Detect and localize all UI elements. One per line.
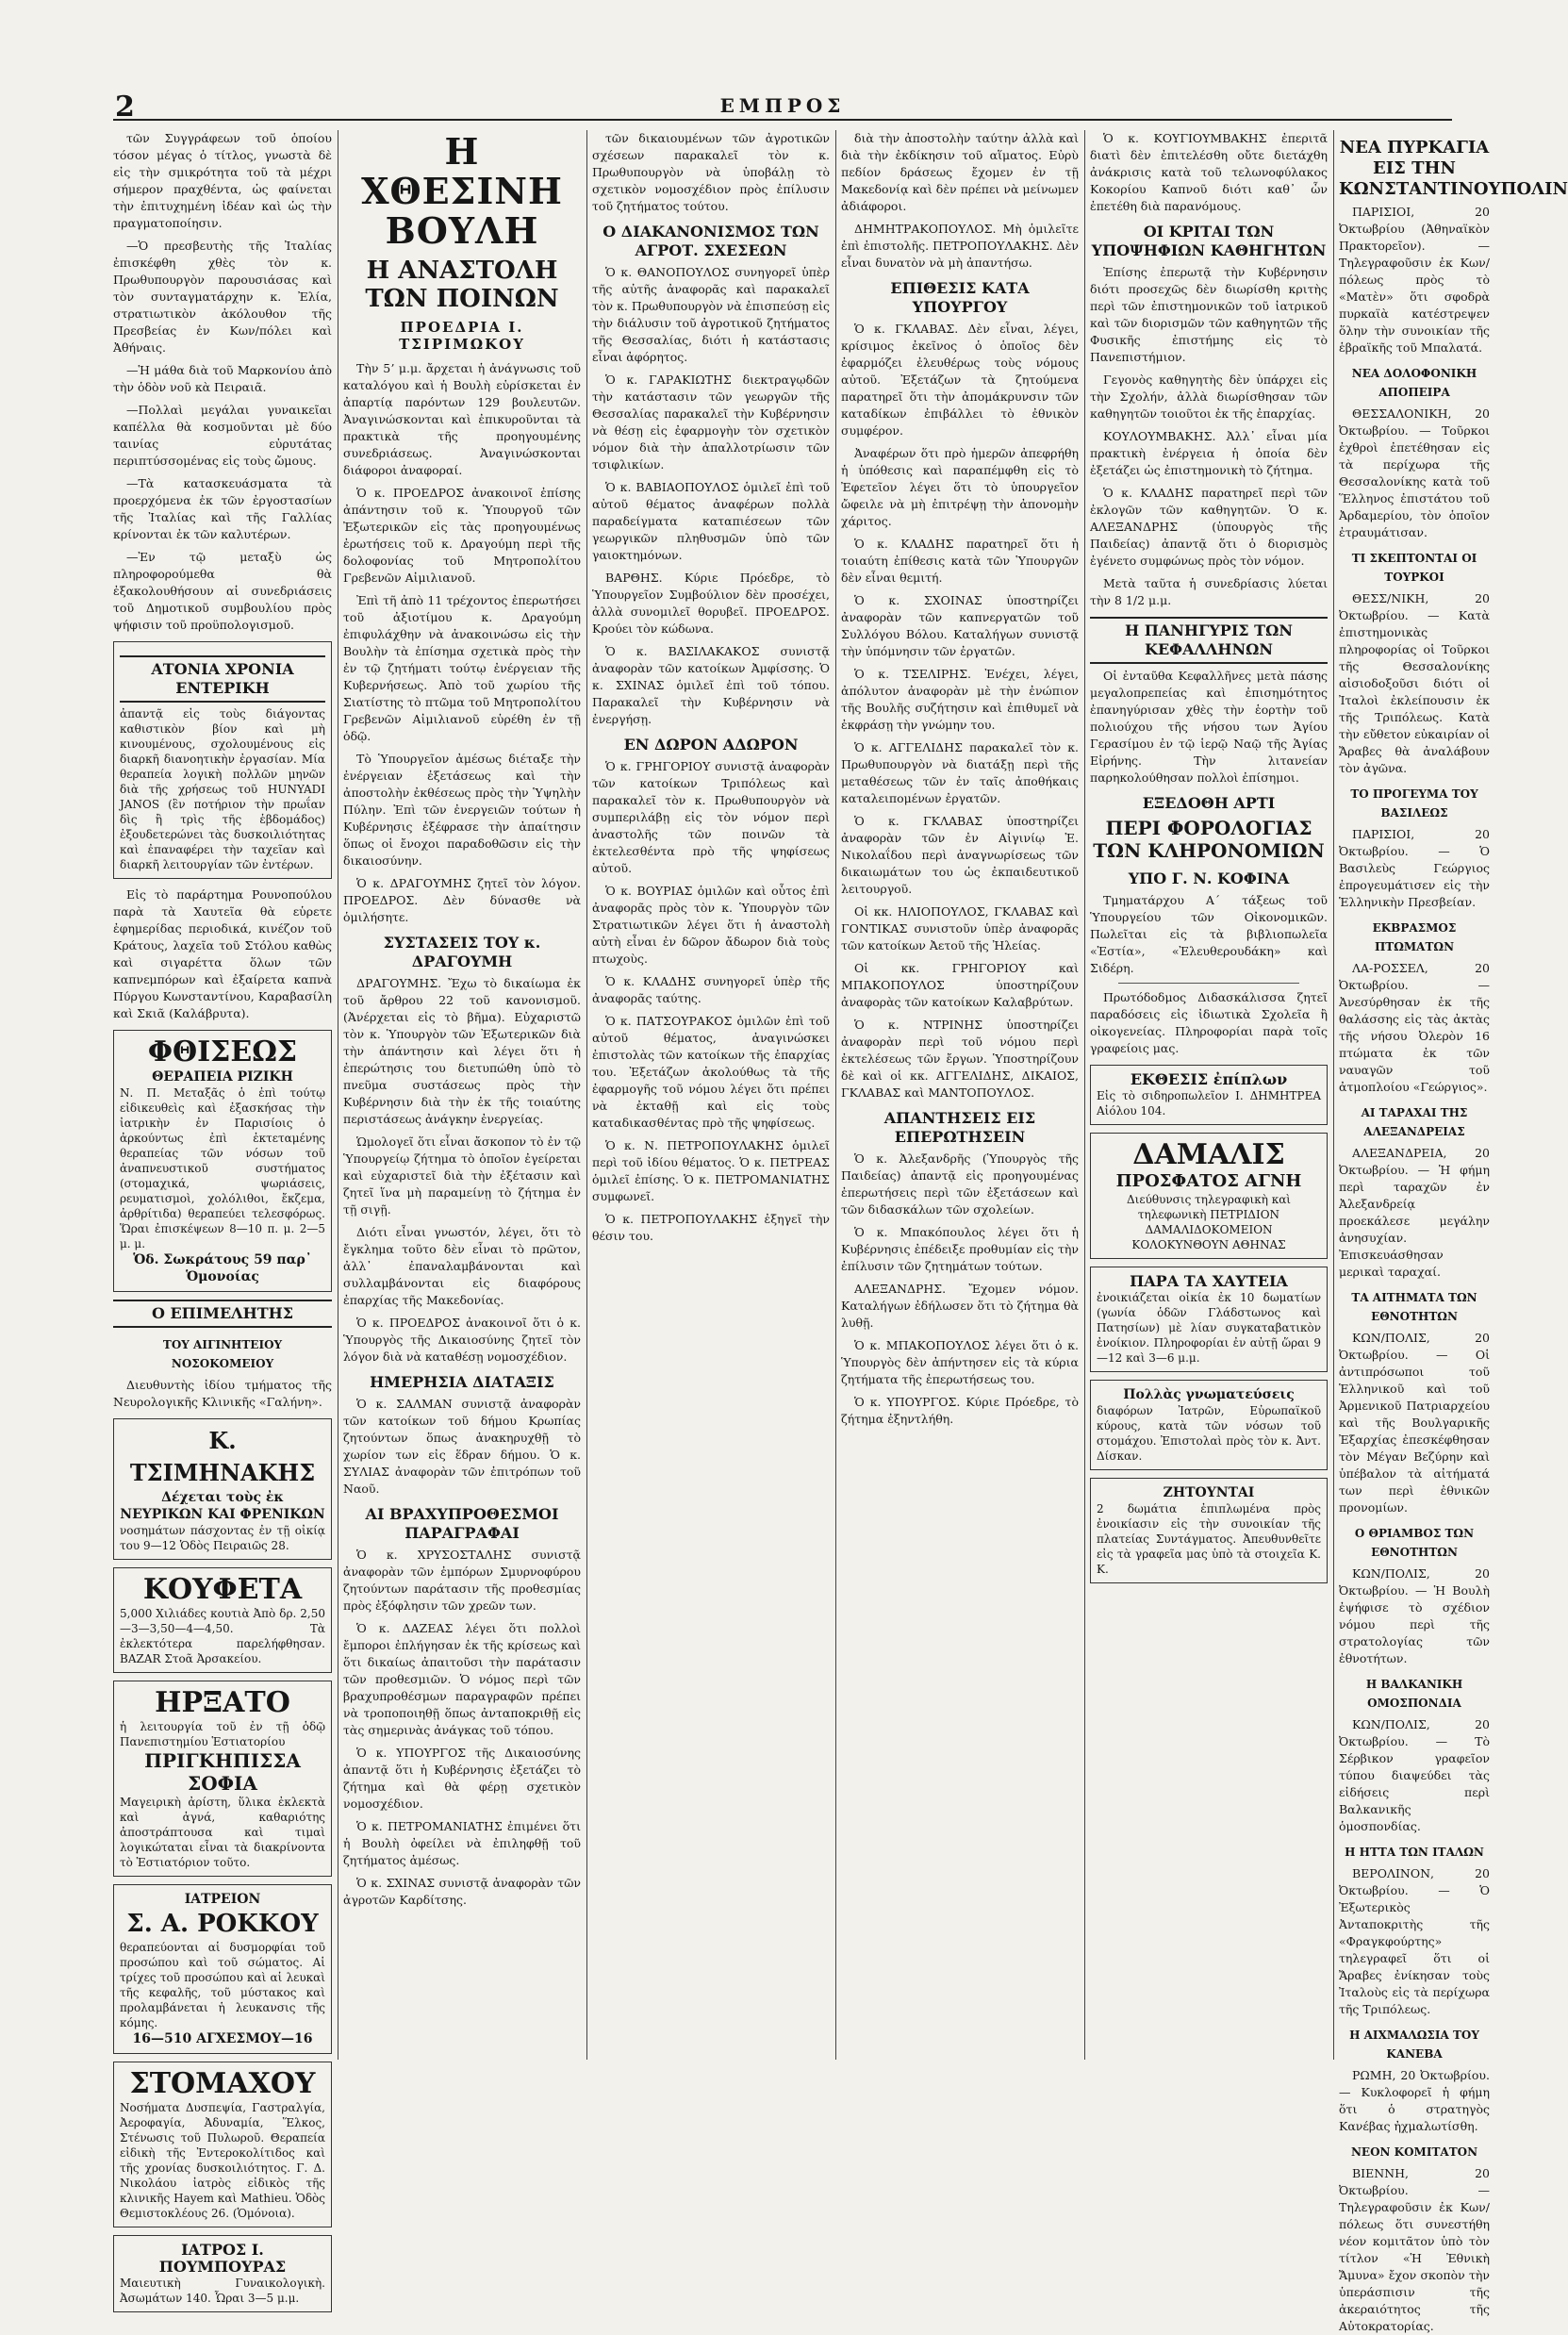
ad-body: διαφόρων Ἰατρῶν, Εὐρωπαϊκοῦ κύρους, κατὰ τῶν νόσων τοῦ στομάχου. Ἐπιστολαὶ πρὸς τὸν κ. Ἀντ. Δίσκαν. — [1097, 1404, 1321, 1463]
article-text: Ὁ κ. ΤΣΕΛΙΡΗΣ. Ἐνέχει, λέγει, ἀπόλυτον ἀναφορὰν μὲ τὴν ἐνώπιον τῆς Βουλῆς συζήτησιν καὶ ἐπιθυμεῖ νὰ ἐκφράσῃ τὴν γνώμην του. — [841, 667, 1079, 732]
section-heading: ΤΑ ΑΙΤΗΜΑΤΑ ΤΩΝ ΕΘΝΟΤΗΤΩΝ — [1351, 1291, 1477, 1323]
advertisement-rental — [1090, 1267, 1328, 1372]
ad-title: Κ. ΤΣΙΜΗΝΑΚΗΣ — [129, 1427, 316, 1486]
article-headline: Η ΧΘΕΣΙΝΗ ΒΟΥΛΗ — [361, 130, 563, 252]
ad-body: Εἰς τὸ σιδηροπωλεῖον Ι. ΔΗΜΗΤΡΕΑ Αἰόλου 104. — [1097, 1089, 1321, 1118]
ad-title: ΙΑΤΡΟΣ Ι. ΠΟΥΜΠΟΥΡΑΣ — [158, 2241, 287, 2276]
section-heading: ΝΕΑ ΔΟΛΟΦΟΝΙΚΗ ΑΠΟΠΕΙΡΑ — [1351, 367, 1477, 399]
article-text: ΔΗΜΗΤΡΑΚΟΠΟΥΛΟΣ. Μὴ ὁμιλεῖτε ἐπὶ ἐπιστολῆς. ΠΕΤΡΟΠΟΥΛΑΚΗΣ. Δὲν εἶναι δυνατὸν νὰ μὴ ἀπαντήσω. — [841, 222, 1079, 270]
section-heading: ΑΙ ΤΑΡΑΧΑΙ ΤΗΣ ΑΛΕΞΑΝΔΡΕΙΑΣ — [1361, 1106, 1468, 1138]
telegram-text: ΑΛΕΞΑΝΔΡΕΙΑ, 20 Ὀκτωβρίου. — Ἡ φήμη περὶ ταραχῶν ἐν Ἀλεξανδρείᾳ προεκάλεσε μεγάλην ἀνησυχίαν. Ἐπισκευάσθησαν μερικαὶ ταραχαί. — [1339, 1146, 1490, 1279]
article-text: —Ἡ μάθα διὰ τοῦ Μαρκονίου ἀπὸ τὴν ὁδὸν νοῦ κὰ Πειραιᾶ. — [113, 363, 332, 394]
notice-text: Εἰς τὸ παράρτημα Ρουνοπούλου παρὰ τὰ Χαυτεῖα θὰ εὑρετε ἐφημερίδας περιοδικά, κινέζον τοῦ Κράτους, λαχεῖα τοῦ Στόλου καθὼς καὶ σιγαρέττα ὅλων τῶν καπνεμπόρων καὶ ἐξαίρετα καπνὰ Πύργου Κωνσταντίνου, Καραβασίλη καὶ Σκιᾶ (Καλάβρυτα). — [113, 887, 332, 1020]
article-text: ΒΑΡΘΗΣ. Κύριε Πρόεδρε, τὸ Ὑπουργεῖον Συμβούλιον δὲν προσέχει, ἀλλὰ συνομιλεῖ θορυβεῖ. ΠΡΟΕΔΡΟΣ. Κρούει τὸν κώδωνα. — [592, 571, 830, 636]
section-heading: Η ΗΤΤΑ ΤΩΝ ΙΤΑΛΩΝ — [1345, 1846, 1484, 1859]
advertisement-tsimenakis — [113, 1418, 332, 1560]
article-text: Ὁ κ. ΚΛΑΔΗΣ παρατηρεῖ περὶ τῶν ἐκλογῶν τῶν καθηγητῶν. Ὁ κ. ΑΛΕΞΑΝΔΡΗΣ (ὑπουργὸς τῆς Παιδείας) ἀπαντᾷ ὅτι ὁ διορισμὸς ἐγένετο συμφώνως πρὸς τὸν νόμον. — [1090, 486, 1328, 568]
section-heading: ΝΕΟΝ ΚΟΜΙΤΑΤΟΝ — [1350, 2145, 1478, 2159]
ad-title: ΑΤΟΝΙΑ ΧΡΟΝΙΑ ΕΝΤΕΡΙΚΗ — [120, 655, 325, 703]
article-text: Ὁ κ. ΠΕΤΡΟΜΑΝΙΑΤΗΣ ἐπιμένει ὅτι ἡ Βουλὴ ὀφείλει νὰ ἐπιληφθῇ τοῦ ζητήματος ἀμέσως. — [343, 1819, 581, 1867]
section-heading: ΝΕΑ ΠΥΡΚΑΓΙΑ ΕΙΣ ΤΗΝ ΚΩΝΣΤΑΝΤΙΝΟΥΠΟΛΙΝ — [1339, 138, 1568, 199]
ad-title: ΙΑΤΡΕΙΟΝ — [184, 1892, 261, 1907]
ad-body: Νοσήματα Δυσπεψία, Γαστραλγία, Ἀεροφαγία, Ἀδυναμία, Ἕλκος, Στένωσις τοῦ Πυλωροῦ. Θεραπεία εἰδικὴ τῆς Ἐντεροκολίτιδος καὶ τῆς χρονίας δυσκοιλιότητος. Γ. Δ. Νικολάου ἰατρὸς εἰδικὸς τῆς κλινικῆς Hayem καὶ Mathieu. Ὁδὸς Θεμιστοκλέους 26. (Ὁμόνοια). — [120, 2101, 325, 2220]
ad-subtitle: Δέχεται τοὺς ἐκ ΝΕΥΡΙΚΩΝ ΚΑΙ ΦΡΕΝΙΚΩΝ — [120, 1490, 325, 1522]
book-title: ΠΕΡΙ ΦΟΡΟΛΟΓΙΑΣ ΤΩΝ ΚΛΗΡΟΝΟΜΙΩΝ — [1093, 817, 1325, 862]
section-heading: ΕΚΒΡΑΣΜΟΣ ΠΤΩΜΑΤΩΝ — [1372, 921, 1457, 953]
article-byline: ΠΡΟΕΔΡΙΑ Ι. ΤΣΙΡΙΜΩΚΟΥ — [399, 319, 525, 353]
article-text: Ὁ κ. ΠΕΤΡΟΠΟΥΛΑΚΗΣ ἐξηγεῖ τὴν θέσιν του. — [592, 1212, 830, 1243]
ad-body: Ν. Π. Μεταξᾶς ὁ ἐπὶ τούτῳ εἰδικευθεὶς καὶ ἐξασκήσας τὴν ἰατρικὴν ἐν Παρισίοις ὁ ἀρκούντως ἐπὶ ἐκτεταμένης θεραπείας τῶν νόσων τοῦ ἀναπνευστικοῦ συστήματος (στομαχικά, ψωριάσεις, ρευματισμοὶ, χολόλιθοι, ἔκζεμα, ἀρθρίτιδα) θεραπεύει τελεσφόρως. Ὥραι ἐπισκέψεων 8—10 π. μ. 2—5 μ. μ. — [120, 1086, 325, 1250]
ad-subtitle: ΘΕΡΑΠΕΙΑ ΡΙΖΙΚΗ — [152, 1069, 293, 1085]
article-text: Ὁ κ. ΓΑΡΑΚΙΩΤΗΣ διεκτραγῳδῶν τὴν κατάστασιν τῶν γεωργῶν τῆς Θεσσαλίας παρακαλεῖ τὴν Κυβέρνησιν νὰ θέσῃ εἰς ἐφαρμογὴν τὸν σχετικὸν νόμον διὰ τὴν ἀπαλλοτρίωσιν τῶν τσιφλικίων. — [592, 373, 830, 472]
column-3 — [592, 130, 830, 2060]
ad-title: ΕΚΘΕΣΙΣ ἐπίπλων — [1130, 1070, 1288, 1088]
section-heading: ΤΙ ΣΚΕΠΤΟΝΤΑΙ ΟΙ ΤΟΥΡΚΟΙ — [1351, 552, 1477, 584]
advertisement-furniture — [1090, 1065, 1328, 1125]
section-heading: ΗΜΕΡΗΣΙΑ ΔΙΑΤΑΞΙΣ — [370, 1373, 554, 1391]
article-text: Ὁ κ. ΒΟΥΡΙΑΣ ὁμιλῶν καὶ οὗτος ἐπὶ ἀναφορᾶς πρὸς τὸν κ. Ὑπουργὸν τῶν Στρατιωτικῶν λέγει ὅτι ἡ ἀναστολὴ αὐτὴ εἶναι ἐν δῶρον ἄδωρον διὰ τοὺς πτωχοὺς. — [592, 884, 830, 966]
telegram-text: ΒΕΡΟΛΙΝΟΝ, 20 Ὀκτωβρίου. — Ὁ Ἐξωτερικὸς Ἀνταποκριτὴς τῆς «Φραγκφούρτης» τηλεγραφεῖ ὅτι οἱ Ἄραβες ἐνίκησαν τοὺς Ἰταλοὺς εἰς τὰ περίχωρα τῆς Τριπόλεως. — [1339, 1866, 1490, 2016]
section-heading: Ο ΕΠΙΜΕΛΗΤΗΣ — [113, 1300, 332, 1328]
article-text: Ὁ κ. ΓΡΗΓΟΡΙΟΥ συνιστᾷ ἀναφορὰν τῶν κατοίκων Τριπόλεως καὶ παρακαλεῖ τὸν κ. Πρωθυπουργὸν νὰ συμπεριλάβῃ εἰς τὸν νόμον περὶ ἀναστολῆς τῶν ποινῶν τὰ ἐκτελεσθέντα πρὸ τῆς ψηφίσεως αὐτοῦ. — [592, 759, 830, 875]
ad-title: ΣΤΟΜΑΧΟΥ — [129, 2067, 316, 2100]
telegram-text: ΡΩΜΗ, 20 Ὀκτωβρίου. — Κυκλοφορεῖ ἡ φήμη ὅτι ὁ στρατηγὸς Κανέβας ἠχμαλωτίσθη. — [1339, 2068, 1490, 2133]
column-5 — [1090, 130, 1328, 2060]
article-text: τῶν Συγγράφεων τοῦ ὁποίου τόσον μέγας ὁ τίτλος, γνωστὰ δὲ εἰς τὴν σμικρότητα τοῦ τὰ μέχρι σήμερον πραχθέντα, ὡς φαίνεται τὴν ἐπιτυχημένη ἰδέαν καὶ ὡς τὴν πραγματοποίησιν. — [113, 131, 332, 230]
ad-body: ἐνοικιάζεται οἰκία ἐκ 10 δωματίων (γωνία ὁδῶν Γλάδστωνος καὶ Πατησίων) μὲ λίαν συγκαταβατικὸν ἐνοίκιον. Πληροφορίαι ἐν αὐτῇ ὥραι 9—12 καὶ 3—6 μ.μ. — [1097, 1291, 1321, 1365]
article-text: Τὸ Ὑπουργεῖον ἀμέσως διέταξε τὴν ἐνέργειαν ἐξετάσεως καὶ τὴν ἀποστολὴν ἐκθέσεως πρὸς τὴν Ὑψηλὴν Πύλην. Ἐπὶ τῶν ἐνεργειῶν τούτων ἡ Κυβέρνησις ἐξέφρασε τὴν ἀπαίτησιν ὅπως οἱ ἔνοχοι παραδοθῶσιν εἰς τὴν δικαιοσύνην. — [343, 752, 581, 868]
ad-title: ΖΗΤΟΥΝΤΑΙ — [1163, 1485, 1255, 1500]
masthead — [113, 91, 1452, 124]
telegram-text: ΘΕΣΣΑΛΟΝΙΚΗ, 20 Ὀκτωβρίου. — Τοῦρκοι ἐχθροὶ ἐπετέθησαν εἰς τὰ περίχωρα τῆς Θεσσαλονίκης κατὰ τοῦ Ἕλληνος ἐπιστάτου τοῦ Ἀρδαμερίου, τὸν ὁποῖον ἐτραυμάτισαν. — [1339, 406, 1490, 539]
telegram-text: ΒΙΕΝΝΗ, 20 Ὀκτωβρίου. — Τηλεγραφοῦσιν ἐκ Κων/πόλεως ὅτι συνεστήθη νέον κομιτᾶτον ὑπὸ τὸν τίτλον «Ἡ Ἐθνικὴ Ἄμυνα» ἔχον σκοπὸν τὴν ὑπεράσπισιν τῆς ἀκεραιότητος τῆς Αὐτοκρατορίας. — [1339, 2166, 1490, 2333]
paper-name: ΕΜΠΡΟΣ — [719, 94, 846, 117]
article-text: Ὁ κ. ΔΑΖΕΑΣ λέγει ὅτι πολλοὶ ἔμποροι ἐπλήγησαν ἐκ τῆς κρίσεως καὶ ὅτι δικαίως ἀπαιτοῦσι τὴν παράτασιν τῶν προθεσμιῶν. Ὁ νόμος περὶ τῶν βραχυπροθέσμων παραγραφῶν πρέπει νὰ τροποποιηθῇ ὅπως ἀνταποκριθῇ εἰς τὰς σημερινὰς ἀνάγκας τοῦ τόπου. — [343, 1621, 581, 1737]
article-text: Μετὰ ταῦτα ἡ συνεδρίασις λύεται τὴν 8 1/2 μ.μ. — [1090, 576, 1328, 607]
section-heading: ΑΠΑΝΤΗΣΕΙΣ ΕΙΣ ΕΠΕΡΩΤΗΣΕΙΝ — [883, 1109, 1036, 1146]
article-text: Ὁ κ. ΠΡΟΕΔΡΟΣ ἀνακοινοῖ ἐπίσης ἀπάντησιν τοῦ κ. Ὑπουργοῦ τῶν Ἐξωτερικῶν εἰς τὰς προηγουμένως ἐρωτήσεις τοῦ κ. Δραγούμη περὶ τῆς δολοφονίας τοῦ Μητροπολίτου Γρεβενῶν Αἰμιλιανοῦ. — [343, 486, 581, 585]
article-text: Ὁ κ. ΧΡΥΣΟΣΤΑΛΗΣ συνιστᾷ ἀναφορὰν τῶν ἐμπόρων Σμυρνοφύρου ζητούντων παράτασιν τῆς προθεσμίας πρὸς ἐξόφλησιν τῶν χρεῶν των. — [343, 1548, 581, 1613]
advertisement-opinions — [1090, 1380, 1328, 1470]
article-text: Οἱ κκ. ΓΡΗΓΟΡΙΟΥ καὶ ΜΠΑΚΟΠΟΥΛΟΣ ὑποστηρίζουν ἀναφορὰς τῶν κατοίκων Καλαβρύτων. — [841, 961, 1079, 1009]
ad-title: ΦΘΙΣΕΩΣ — [147, 1035, 298, 1068]
column-2 — [343, 130, 581, 2060]
article-text: Ἐπίσης ἐπερωτᾷ τὴν Κυβέρνησιν διότι προσεχῶς δὲν διωρίσθη κριτὴς περὶ τῶν ἐπιστημονικῶν τοῦ ἰατρικοῦ καὶ τῶν διορισμῶν τῶν καθηγητῶν τῆς Φυσικῆς ἐπιστήμης εἰς τὸ Πανεπιστήμιον. — [1090, 265, 1328, 364]
article-text: —Τὰ κατασκευάσματα τὰ προερχόμενα ἐκ τῶν ἐργοστασίων τῆς Ἰταλίας καὶ τῆς Γαλλίας κρίνονται ἐκ τῶν καλυτέρων. — [113, 476, 332, 541]
article-text: Διότι εἶναι γνωστόν, λέγει, ὅτι τὸ ἔγκλημα τοῦτο δὲν εἶναι τὸ πρῶτον, ἀλλ᾽ ἐπαναλαμβάνονται καὶ συλλαμβάνονται εἰς διαφόρους ἐπαρχίας τῆς Μακεδονίας. — [343, 1225, 581, 1307]
advertisement-vaccine — [1090, 1133, 1328, 1259]
article-text: Ὁ κ. ΥΠΟΥΡΓΟΣ τῆς Δικαιοσύνης ἀπαντᾷ ὅτι ἡ Κυβέρνησις ἐξετάζει τὸ ζήτημα καὶ θὰ φέρῃ σχετικὸν νομοσχέδιον. — [343, 1746, 581, 1811]
section-heading: ΤΟ ΠΡΟΓΕΥΜΑ ΤΟΥ ΒΑΣΙΛΕΩΣ — [1350, 787, 1478, 820]
column-rule — [1333, 130, 1334, 2060]
article-text: —Πολλαὶ μεγάλαι γυναικεῖαι καπέλλα θὰ κοσμοῦνται μὲ δύο ταινίας εὐρυτάτας περιπτύσσομένας εἰς τοὺς ὤμους. — [113, 403, 332, 468]
article-text: Ὁ κ. ΣΧΙΝΑΣ συνιστᾷ ἀναφορὰν τῶν ἀγροτῶν Καρδίτσης. — [343, 1876, 581, 1907]
ad-body: ἡ λειτουργία τοῦ ἐν τῇ ὁδῷ Πανεπιστημίου Ἑστιατορίου — [120, 1720, 325, 1748]
ad-body: νοσημάτων πάσχοντας ἐν τῇ οἰκίᾳ του 9—12 Ὁδὸς Πειραιῶς 28. — [120, 1524, 325, 1552]
telegram-text: ΚΩΝ/ΠΟΛΙΣ, 20 Ὀκτωβρίου. — Ἡ Βουλὴ ἐψήφισε τὸ σχέδιον νόμου περὶ τῆς στρατολογίας τῶν ἐθνοτήτων. — [1339, 1566, 1490, 1665]
ad-title: ΗΡΞΑΤΟ — [155, 1686, 290, 1719]
section-heading: ΕΝ ΔΩΡΟΝ ΑΔΩΡΟΝ — [623, 736, 799, 753]
telegram-text: ΘΕΣΣ/ΝΙΚΗ, 20 Ὀκτωβρίου. — Κατὰ ἐπιστημονικὰς πληροφορίας οἱ Τοῦρκοι τῆς Θεσσαλονίκης αἰσιοδοξοῦσι διότι οἱ Ἰταλοὶ ἐκλείπουσιν ἐκ τῆς Τριπόλεως. Κατὰ τὴν εὔθετον εὐκαιρίαν οἱ Ἄραβες θὰ ἀναλάβουν τὸν ἀγῶνα. — [1339, 591, 1490, 775]
telegram-text: ΠΑΡΙΣΙΟΙ, 20 Ὀκτωβρίου (Ἀθηναϊκὸν Πρακτορεῖον). — Τηλεγραφοῦσιν ἐκ Κων/πόλεως πρὸς τὸ «Ματὲν» ὅτι σφοδρὰ πυρκαϊὰ κατέστρεψεν ὅλην τὴν συνοικίαν τῆς ἑβραϊκῆς τοῦ Μπαλατά. — [1339, 205, 1490, 355]
section-subheading: ΤΟΥ ΑΙΓΙΝΗΤΕΙΟΥ ΝΟΣΟΚΟΜΕΙΟΥ — [162, 1338, 283, 1370]
book-author: ΥΠΟ Γ. Ν. ΚΟΦΙΝΑ — [1128, 869, 1290, 887]
section-heading: Η ΠΑΝΗΓΥΡΙΣ ΤΩΝ ΚΕΦΑΛΛΗΝΩΝ — [1090, 617, 1328, 664]
section-heading: ΑΙ ΒΡΑΧΥΠΡΟΘΕΣΜΟΙ ΠΑΡΑΓΡΑΦΑΙ — [365, 1505, 559, 1542]
section-heading: Η ΒΑΛΚΑΝΙΚΗ ΟΜΟΣΠΟΝΔΙΑ — [1365, 1678, 1463, 1710]
article-text: Ὁ κ. ΚΛΑΔΗΣ παρατηρεῖ ὅτι ἡ τοιαύτη ἐπίθεσις κατὰ τῶν Ὑπουργῶν δὲν εἶναι θεμιτή. — [841, 537, 1079, 585]
ad-address: Ὁδ. Σωκράτους 59 παρ᾽ Ὁμονοίας — [133, 1252, 312, 1284]
section-heading: ΟΙ ΚΡΙΤΑΙ ΤΩΝ ΥΠΟΨΗΦΙΩΝ ΚΑΘΗΓΗΤΩΝ — [1091, 223, 1327, 259]
section-heading: ΣΥΣΤΑΣΕΙΣ ΤΟΥ κ. ΔΡΑΓΟΥΜΗ — [383, 934, 541, 970]
article-text: Ὁ κ. ΘΑΝΟΠΟΥΛΟΣ συνηγορεῖ ὑπὲρ τῆς αὐτῆς ἀναφορᾶς καὶ παρακαλεῖ τὸν κ. Πρωθυπουργὸν νὰ ἐπισπεύσῃ εἰς τὴν διάλυσιν τοῦ ἀγροτικοῦ ζητήματος τῆς Θεσσαλίας, διότι ἡ κατάστασις εἶναι ἀφόρητος. — [592, 265, 830, 364]
column-4 — [841, 130, 1079, 2060]
article-text: διὰ τὴν ἀποστολὴν ταύτην ἀλλὰ καὶ διὰ τὴν ἐκδίκησιν τοῦ αἵματος. Εὐρὺ πεδίον δράσεως ἔχομεν ἐν τῇ Μακεδονίᾳ καὶ δὲν πρέπει νὰ μείνωμεν ἀδιάφοροι. — [841, 131, 1079, 213]
ad-body: 5,000 Χιλιάδες κουτιὰ Ἀπὸ δρ. 2,50—3—3,50—4—4,50. Τὰ ἐκλεκτότερα παρελήφθησαν. BAZAR Στοᾶ Ἀρσακείου. — [120, 1607, 325, 1665]
article-text: —Ὁ πρεσβευτὴς τῆς Ἰταλίας ἐπισκέφθη χθὲς τὸν κ. Πρωθυπουργὸν παρουσιάσας καὶ τὸν συνταγματάρχην κ. Ἐλία, στρατιωτικὸν ἀκόλουθον τῆς Πρεσβείας ἐν Κων/πόλει καὶ Ἀθήναις. — [113, 239, 332, 355]
ad-note: Μαγειρικὴ ἀρίστη, ὕλικα ἐκλεκτὰ καὶ ἁγνά, καθαριότης ἀποστράπτουσα καὶ τιμαὶ λογικώταται εἶναι τὰ διακρίνοντα τὸ Ἑστιατόριον τοῦτο. — [120, 1796, 325, 1869]
article-text: ΑΛΕΞΑΝΔΡΗΣ. Ἔχομεν νόμον. Καταλήγων ἐδήλωσεν ὅτι τὸ ζήτημα θὰ λυθῇ. — [841, 1282, 1079, 1330]
advertisement-fthiseos — [113, 1030, 332, 1292]
article-text: Τὴν 5ʼ μ.μ. ἄρχεται ἡ ἀνάγνωσις τοῦ καταλόγου καὶ ἡ Βουλὴ εὑρίσκεται ἐν ἀπαρτίᾳ παρόντων 129 βουλευτῶν. Ἀναγινώσκονται καὶ ἐπικυροῦνται τὰ πρακτικὰ τῆς προηγουμένης συνεδριάσεως. Ἀναγινώσκονται διάφοροι ἀναφοραί. — [343, 361, 581, 477]
article-subheadline: Η ΑΝΑΣΤΟΛΗ ΤΩΝ ΠΟΙΝΩΝ — [365, 257, 559, 313]
article-text: Ὁ κ. ΒΑΣΙΛΑΚΑΚΟΣ συνιστᾷ ἀναφορὰν τῶν κατοίκων Ἀμφίσσης. Ὁ κ. ΣΧΙΝΑΣ ὁμιλεῖ ἐπὶ τοῦ τόπου. Παρακαλεῖ τὴν Κυβέρνησιν νὰ ἐνεργήσῃ. — [592, 644, 830, 726]
article-text: Ὁ κ. ΝΤΡΙΝΗΣ ὑποστηρίζει ἀναφορὰν περὶ τοῦ νόμου περὶ ἐκτελέσεως τῶν ἔργων. Ὑποστηρίζουν δὲ καὶ οἱ κκ. ΑΓΓΕΛΙΔΗΣ, ΔΙΚΑΙΟΣ, ΓΚΛΑΒΑΣ καὶ ΜΑΝΤΟΠΟΥΛΟΣ. — [841, 1018, 1079, 1100]
ad-body: ἀπαντᾷ εἰς τοὺς διάγοντας καθιστικὸν βίον καὶ μὴ κινουμένους, σχολουμένους εἰς διαρκῆ διανοητικὴν ἐργασίαν. Μία θεραπεία λογικὴ πολλῶν μηνῶν διὰ τῆς χρήσεως τοῦ HUNYADI JANOS (ἓν ποτήριον τὴν πρωΐαν δὶς ἢ τρὶς τῆς ἑβδομάδος) ἐξουδετερώνει τὰς δυσκοιλιότητας καὶ ἐπαναφέρει τὴν ταχεῖαν καὶ διαρκῆ λειτουργίαν τῶν ἐντέρων. — [120, 707, 325, 871]
section-heading: ΕΠΙΘΕΣΙΣ ΚΑΤΑ ΥΠΟΥΡΓΟΥ — [890, 279, 1030, 316]
page-number: 2 — [115, 91, 135, 124]
ad-title: Πολλὰς γνωματεύσεις — [1123, 1387, 1295, 1402]
article-text: Ὁ κ. ΑΓΓΕΛΙΔΗΣ παρακαλεῖ τὸν κ. Πρωθυπουργὸν νὰ διατάξῃ περὶ τῆς μεταθέσεως τῶν ἐν ταῖς ἀποθήκαις καταλειπομένων ἐργατῶν. — [841, 740, 1079, 805]
article-text: ΚΟΥΛΟΥΜΒΑΚΗΣ. Ἀλλ᾽ εἶναι μία πρακτικὴ ἐνέργεια ἡ ὁποία δὲν ἐξετάζει ὡς ἐπιστημονικὴ τὸ ζήτημα. — [1090, 429, 1328, 477]
telegram-text: ΠΑΡΙΣΙΟΙ, 20 Ὀκτωβρίου. — Ὁ Βασιλεὺς Γεώργιος ἐπρογευμάτισεν εἰς τὴν Ἑλληνικὴν Πρεσβείαν. — [1339, 827, 1490, 909]
advertisement-doctor — [113, 2235, 332, 2312]
article-text: Ὁ κ. ΣΧΟΙΝΑΣ ὑποστηρίζει ἀναφορὰν τῶν καπνεργατῶν τοῦ Συλλόγου Βόλου. Καταλήγων συνιστᾷ τὴν ὑπόμνησιν τῶν ἐργατῶν. — [841, 593, 1079, 658]
advertisement-clinic — [113, 1884, 332, 2054]
article-text: Ὁ κ. ΠΑΤΣΟΥΡΑΚΟΣ ὁμιλῶν ἐπὶ τοῦ αὐτοῦ θέματος, ἀναγινώσκει ἐπιστολὰς τῶν κατοίκων τῆς ἐπαρχίας του. Ἐξετάζων ἀκολούθως τὰ τῆς ἐφαρμογῆς τοῦ νόμου λέγει ὅτι πρέπει νὰ ἐκταθῇ καὶ εἰς τοὺς καταδικασθέντας πρὸ τῆς ψηφίσεως. — [592, 1014, 830, 1130]
article-text: Οἱ ἐνταῦθα Κεφαλλῆνες μετὰ πάσης μεγαλοπρεπείας καὶ ἐπισημότητος ἐπανηγύρισαν χθὲς τὴν ἑορτὴν τοῦ πολιούχου τῆς νήσου των Ἁγίου Γερασίμου ἐν τῷ ἱερῷ Ναῷ τῆς Ἁγίας Εἰρήνης. Τὴν λιτανείαν παρηκολούθησαν πολλοὶ ἐπίσημοι. — [1090, 669, 1328, 785]
column-rule — [835, 130, 836, 2060]
column-6 — [1339, 130, 1568, 2333]
article-text: Ὁ κ. ΜΠΑΚΟΠΟΥΛΟΣ λέγει ὅτι ὁ κ. Ὑπουργὸς δὲν ἀπήντησεν εἰς τὰ κύρια ζητήματα τῆς ἐπερωτήσεως του. — [841, 1338, 1079, 1386]
ad-subtitle: ΠΡΟΣΦΑΤΟΣ ΑΓΝΗ — [1115, 1171, 1302, 1191]
section-heading: Ο ΘΡΙΑΜΒΟΣ ΤΩΝ ΕΘΝΟΤΗΤΩΝ — [1354, 1527, 1475, 1559]
ad-body: 2 δωμάτια ἐπιπλωμένα πρὸς ἐνοικίασιν εἰς τὴν συνοικίαν τῆς πλατείας Συντάγματος. Ἀπευθυνθεῖτε εἰς τὰ γραφεῖα μας ὑπὸ τὰ στοιχεῖα Κ. Κ. — [1097, 1502, 1321, 1576]
article-text: Ὁ κ. ΥΠΟΥΡΓΟΣ. Κύριε Πρόεδρε, τὸ ζήτημα ἐξηντλήθη. — [841, 1395, 1079, 1426]
ad-title: ΔΑΜΑΛΙΣ — [1132, 1138, 1285, 1171]
column-rule — [1084, 130, 1085, 2060]
telegram-text: ΛΑ-ΡΟΣΣΕΛ, 20 Ὀκτωβρίου. — Ἀνεσύρθησαν ἐκ τῆς θαλάσσης εἰς τὰς ἀκτὰς τῆς νήσου Ὀλερὸν 16 πτώματα ἐκ τῶν ναυαγῶν τοῦ ἀτμοπλοίου «Γεώργιος». — [1339, 961, 1490, 1094]
article-text: Ὁ κ. ΣΑΛΜΑΝ συνιστᾷ ἀναφορὰν τῶν κατοίκων τοῦ δήμου Κρωπίας ζητούντων ὅπως ἀνακηρυχθῇ τὸ χωρίον των εἰς ἕδραν δήμου. Ὁ κ. ΣΥΛΙΑΣ ἀναφορὰν τῶν ἐπιτρόπων τοῦ Ναοῦ. — [343, 1397, 581, 1496]
advertisement-wanted — [1090, 1478, 1328, 1583]
telegram-text: ΚΩΝ/ΠΟΛΙΣ, 20 Ὀκτωβρίου. — Οἱ ἀντιπρόσωποι τοῦ Ἑλληνικοῦ καὶ τοῦ Ἀρμενικοῦ Πατριαρχείου καὶ τῆς Βουλγαρικῆς Ἐξαρχίας ἐπεσκέφθησαν τὸν Μέγαν Βεζύρην καὶ ὑπέβαλον τὰ αἰτήματά των περὶ ἐθνικῶν προνομίων. — [1339, 1331, 1490, 1515]
article-text: Ὁ κ. ΚΟΥΓΙΟΥΜΒΑΚΗΣ ἐπεριτᾶ διατὶ δὲν ἐπιτελέσθη οὔτε διετάχθη ἀνάκρισις κατὰ τοῦ τελωνοφύλακος Κοκορίου Καπνοῦ διότι καθ᾽ ὧν ἐπετέθη διὰ παρανόμους. — [1090, 131, 1328, 213]
book-note: Τμηματάρχου Α΄ τάξεως τοῦ Ὑπουργείου τῶν Οἰκονομικῶν. Πωλεῖται εἰς τὰ βιβλιοπωλεῖα «Ἑστία», «Ἐλευθερουδάκη» καὶ Σιδέρη. — [1090, 893, 1328, 975]
section-heading: Η ΑΙΧΜΑΛΩΣΙΑ ΤΟΥ ΚΑΝΕΒΑ — [1349, 2029, 1479, 2061]
section-heading: ΕΞΕΔΟΘΗ ΑΡΤΙ — [1142, 794, 1276, 812]
advertisement-stomachou — [113, 2062, 332, 2227]
ad-name: Σ. Α. ΡΟΚΚΟΥ — [126, 1910, 319, 1938]
ad-name: ΠΡΙΓΚΗΠΙΣΣΑ ΣΟΦΙΑ — [144, 1749, 301, 1795]
ad-hours: 16—510 ΑΓΧΕΣΜΟΥ—16 — [132, 2031, 313, 2046]
article-text: Ὁ κ. Μπακόπουλος λέγει ὅτι ἡ Κυβέρνησις ἐπέδειξε προθυμίαν εἰς τὴν ἐπίλυσιν τῶν ζητημάτων τούτων. — [841, 1225, 1079, 1273]
ad-body: Διεύθυνσις τηλεγραφικὴ καὶ τηλεφωνικὴ ΠΕΤΡΙΔΙΟΝ ΔΑΜΑΛΙΔΟΚΟΜΕΙΟΝ ΚΟΛΟΚΥΝΘΟΥΝ ΑΘΗΝΑΣ — [1126, 1193, 1292, 1251]
column-rule — [586, 130, 587, 2060]
article-text: Ὁ κ. ΓΚΛΑΒΑΣ ὑποστηρίζει ἀναφορὰν τῶν ἐν Αἰγινίῳ Ἑ. Νικολαΐδου περὶ ἀναγνωρίσεως τῶν δικαιωμάτων του ὡς ἐκπαιδευτικοῦ λειτουργοῦ. — [841, 814, 1079, 896]
ad-body: θεραπεύονται αἱ δυσμορφίαι τοῦ προσώπου καὶ τοῦ σώματος. Αἱ τρίχες τοῦ προσώπου καὶ αἱ λευκαὶ τῆς κεφαλῆς, τοῦ μύστακος καὶ προλαμβάνεται ἡ λευκανσις τῆς κόμης. — [120, 1941, 325, 2029]
article-text: Οἱ κκ. ΗΛΙΟΠΟΥΛΟΣ, ΓΚΛΑΒΑΣ καὶ ΓΟΝΤΙΚΑΣ συνιστοῦν ὑπὲρ ἀναφορᾶς τῶν κατοίκων Ἀετοῦ τῆς Ἠλείας. — [841, 904, 1079, 952]
article-text: Ὡμολογεῖ ὅτι εἶναι ἄσκοπον τὸ ἐν τῷ Ὑπουργείῳ ζήτημα τὸ ὁποῖον ἐγείρεται καὶ εὐχαριστεῖ διὰ τὴν ἐξέτασιν καὶ ζητεῖ ἵνα μὴ παραμείνῃ τὸ ζήτημα ἐν τῇ σιγῇ. — [343, 1134, 581, 1217]
advertisement-atonia — [113, 641, 332, 879]
section-heading: Ο ΔΙΑΚΑΝΟΝΙΣΜΟΣ ΤΩΝ ΑΓΡΟΤ. ΣΧΕΣΕΩΝ — [602, 223, 819, 259]
article-text: Ἀναφέρων ὅτι πρὸ ἡμερῶν ἀπεφρήθη ἡ ὑπόθεσις καὶ παραπέμφθη εἰς τὸ Ἐφετεῖον λέγει ὅτι τὸ ὑπουργεῖον ὤφειλε νὰ μὴ ἐπιτρέψῃ τὴν ἀπονομὴν χάριτος. — [841, 446, 1079, 528]
article-text: —Ἐν τῷ μεταξὺ ὡς πληροφορούμεθα θὰ ἐξακολουθήσουν αἱ συνεδριάσεις τοῦ Δημοτικοῦ συμβουλίου πρὸς ψήφισιν τοῦ προϋπολογισμοῦ. — [113, 550, 332, 632]
article-text: Ὁ κ. Ἀλεξανδρῆς (Ὑπουργὸς τῆς Παιδείας) ἀπαντᾷ εἰς προηγουμένας ἐπερωτήσεις περὶ τῶν ἐξετάσεων καὶ τῶν διδασκάλων τῶν σχολείων. — [841, 1151, 1079, 1217]
article-text: Ἐπὶ τῆ ἀπὸ 11 τρέχοντος ἐπερωτήσει τοῦ ἀξιοτίμου κ. Δραγούμη ἐπιφυλάχθην νὰ ἀνακοινώσω εἰς τὴν Βουλὴν τὰ ἐπίσημα σχετικὰ πρὸς τὴν ἐν τῷ ζητήματι τούτῳ ἐνέργειαν τῆς Κυβερνήσεως. Ἀπὸ τοῦ χωρίου τῆς Σιατίστης τὸ πτῶμα τοῦ Μητροπολίτου Γρεβενῶν Αἰμιλιανοῦ εὑρέθη ἐν τῇ ὁδῷ. — [343, 593, 581, 743]
telegram-text: ΚΩΝ/ΠΟΛΙΣ, 20 Ὀκτωβρίου. — Τὸ Σέρβικον γραφεῖον τύπου διαψεύδει τὰς εἰδήσεις περὶ Βαλκανικῆς ὁμοσπονδίας. — [1339, 1717, 1490, 1833]
article-text: Ὁ κ. ΔΡΑΓΟΥΜΗΣ ζητεῖ τὸν λόγον. ΠΡΟΕΔΡΟΣ. Δὲν δύνασθε νὰ ὁμιλήσητε. — [343, 876, 581, 924]
ad-title: ΠΑΡΑ ΤΑ ΧΑΥΤΕΙΑ — [1130, 1272, 1288, 1290]
article-text: Ὁ κ. Ν. ΠΕΤΡΟΠΟΥΛΑΚΗΣ ὁμιλεῖ περὶ τοῦ ἰδίου θέματος. Ὁ κ. ΠΕΤΡΕΑΣ ὁμιλεῖ ἐπίσης. Ὁ κ. ΠΕΤΡΟΜΑΝΙΑΤΗΣ συμφωνεῖ. — [592, 1138, 830, 1203]
advertisement-koufeta — [113, 1567, 332, 1673]
advertisement-restaurant — [113, 1681, 332, 1877]
divider — [1118, 983, 1299, 984]
column-1 — [113, 130, 332, 2305]
article-text: Ὁ κ. ΓΚΛΑΒΑΣ. Δὲν εἶναι, λέγει, κρίσιμος ἐκεῖνος ὁ ὁποῖος δὲν ἐφαρμόζει ἐλευθέρως τοὺς νόμους αὐτοῦ. Ἐξετάζων τὰ ζητούμενα παρατηρεῖ ὅτι τὴν ἀπομάκρυνσιν τῶν καταδίκων ἐπιβάλλει τὸ ἐθνικὸν συμφέρον. — [841, 322, 1079, 438]
article-text: Γεγονὸς καθηγητὴς δὲν ὑπάρχει εἰς τὴν Σχολήν, ἀλλὰ διωρίσθησαν τῶν καθηγητῶν τοιοῦτοι ἐκ τῆς ἐπαρχίας. — [1090, 373, 1328, 421]
article-text: τῶν δικαιουμένων τῶν ἀγροτικῶν σχέσεων παρακαλεῖ τὸν κ. Πρωθυπουργὸν νὰ ὑποβάλῃ τὸ σχετικὸν νομοσχέδιον πρὸς ἐπίλυσιν τοῦ ζητήματος τούτου. — [592, 131, 830, 213]
notice-text: Διευθυντὴς ἰδίου τμήματος τῆς Νευρολογικῆς Κλινικῆς «Γαλήνη». — [113, 1378, 332, 1409]
notice-text: Πρωτόδοδμος Διδασκάλισσα ζητεῖ παραδόσεις εἰς ἰδιωτικὰ Σχολεῖα ἢ οἰκογενείας. Πληροφορίαι παρὰ τοῖς γραφείοις μας. — [1090, 990, 1328, 1055]
article-text: Ὁ κ. ΒΑΒΙΑΟΠΟΥΛΟΣ ὁμιλεῖ ἐπὶ τοῦ αὐτοῦ θέματος ἀναφέρων πολλὰ παραδείγματα καταπιέσεων τῶν γεωργικῶν πληθυσμῶν ὑπὸ τῶν γαιοκτημόνων. — [592, 480, 830, 562]
ad-body: Μαιευτικὴ Γυναικολογικὴ. Ἀσωμάτων 140. Ὧραι 3—5 μ.μ. — [120, 2277, 325, 2305]
ad-title: ΚΟΥΦΕΤΑ — [142, 1573, 303, 1606]
article-text: Ὁ κ. ΠΡΟΕΔΡΟΣ ἀνακοινοῖ ὅτι ὁ κ. Ὑπουργὸς τῆς Δικαιοσύνης ζητεῖ τὸν λόγον διὰ νὰ καταθέσῃ νομοσχέδιον. — [343, 1316, 581, 1364]
article-text: ΔΡΑΓΟΥΜΗΣ. Ἔχω τὸ δικαίωμα ἐκ τοῦ ἄρθρου 22 τοῦ κανονισμοῦ. (Ἀνέρχεται εἰς τὸ βῆμα). Εὐχαριστῶ τὸν κ. Ὑπουργὸν τῶν Ἐξωτερικῶν διὰ τὴν ἀπάντησιν καὶ λέγει ὅτι ἡ ἐπερώτησις του διετυπώθη ὑπὸ τὸ πνεῦμα συστάσεως πρὸς τὴν Κυβέρνησιν διὰ τὴν ἐκ τῆς τοιαύτης περιστάσεως ἀνάγκην ἐνεργείας. — [343, 976, 581, 1126]
article-text: Ὁ κ. ΚΛΑΔΗΣ συνηγορεῖ ὑπὲρ τῆς ἀναφορᾶς ταύτης. — [592, 974, 830, 1005]
